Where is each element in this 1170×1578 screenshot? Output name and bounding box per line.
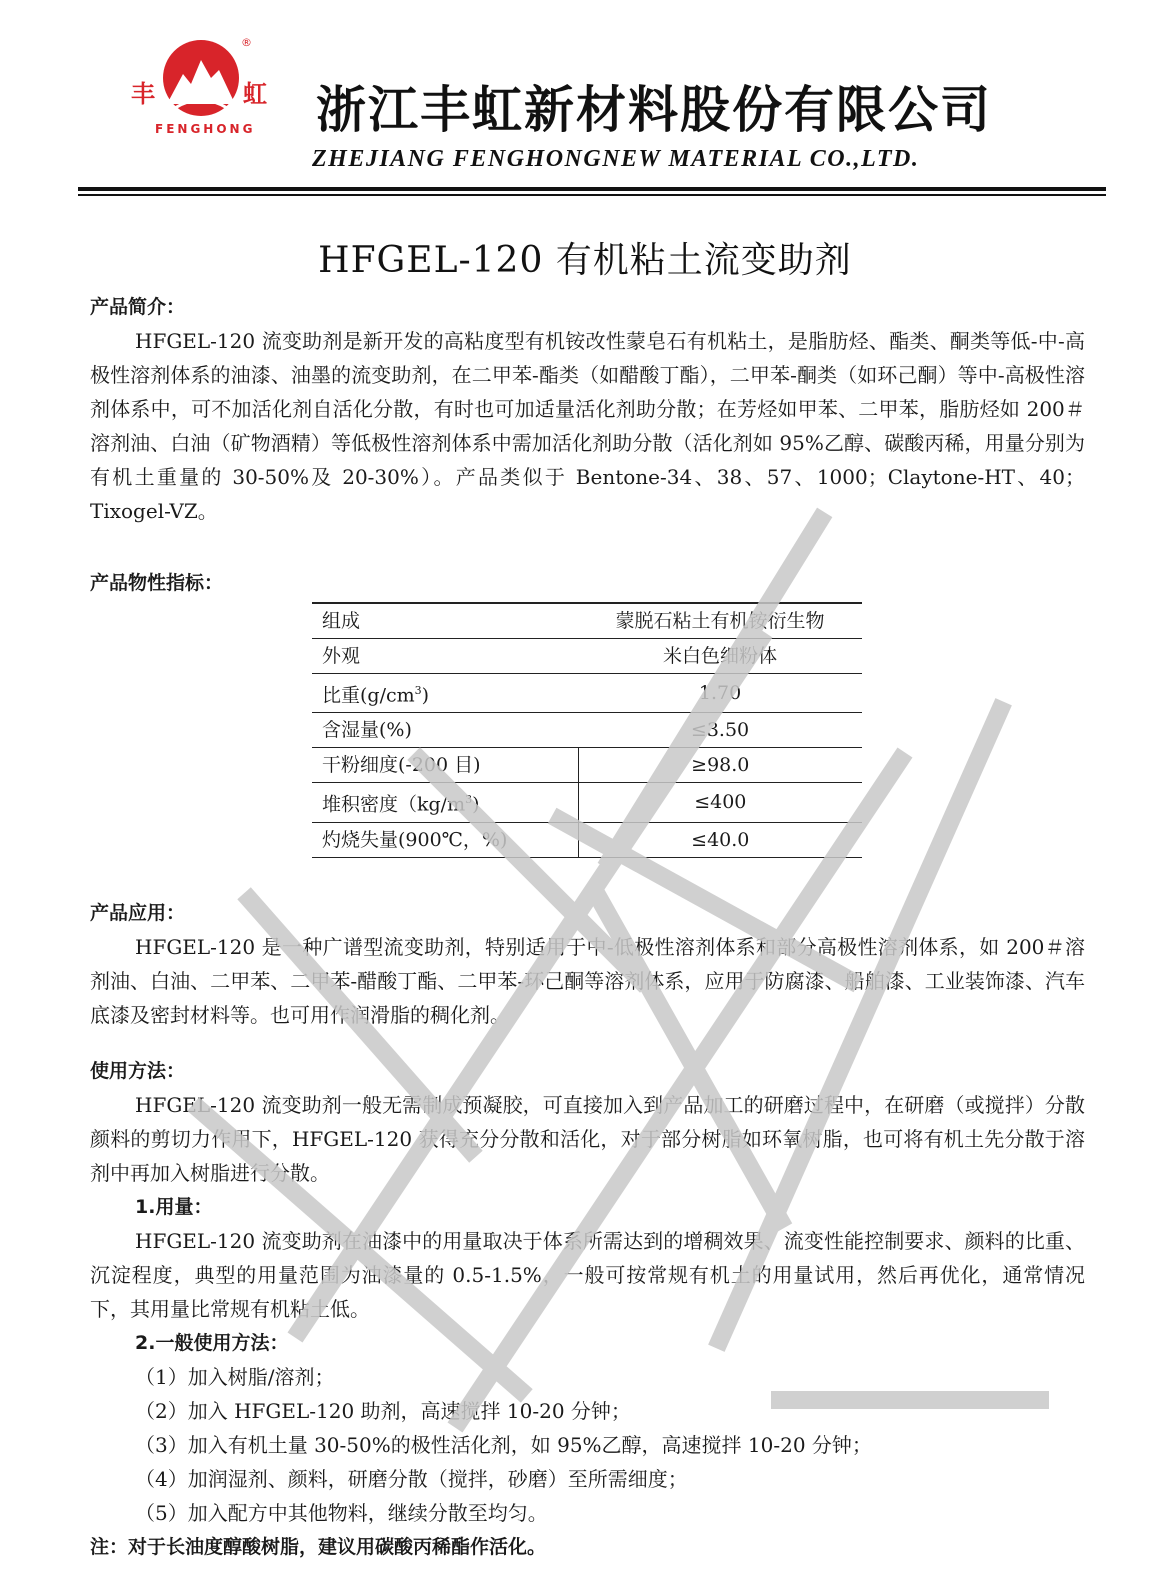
application-text: HFGEL-120 是一种广谱型流变助剂，特别适用于中-低极性溶剂体系和部分高极性溶剂体系，如 200＃溶剂油、白油、二甲苯、二甲苯-醋酸丁酯、二甲苯-环己酮等溶剂体系，应用于防腐漆、船舶漆、工业装饰漆、汽车底漆及密封材料等。也可用作润滑脂的稠化剂。 (90, 934, 1085, 1027)
intro-heading: 产品简介： (90, 296, 186, 318)
spec-label: 外观 (312, 639, 578, 674)
logo-wordmark: FENGHONG (155, 122, 256, 136)
note-text: 注：对于长油度醇酸树脂，建议用碳酸丙稀酯作活化。 (90, 1535, 547, 1558)
company-name-en: ZHEJIANG FENGHONGNEW MATERIAL CO.,LTD. (312, 146, 920, 172)
mountain-logo-icon (161, 34, 241, 120)
list-item: （5）加入配方中其他物料，继续分散至均匀。 (135, 1500, 548, 1525)
spec-value: ≤40.0 (578, 822, 862, 857)
header-rule-thick (78, 187, 1106, 191)
company-name-cn: 浙江丰虹新材料股份有限公司 (316, 81, 992, 139)
list-item: （1）加入树脂/溶剂； (135, 1364, 335, 1389)
letterhead (0, 0, 1170, 200)
spec-label: 比重$(g/cm^3)$ (312, 674, 578, 713)
table-row (312, 674, 862, 713)
usage-heading: 使用方法： (90, 1059, 186, 1082)
list-item: （3）加入有机土量 30-50%的极性活化剂，如 95%乙醇，高速搅拌 10-20 分钟； (135, 1432, 872, 1457)
spec-label: 干粉细度(-200 目) (312, 748, 578, 783)
usage-text: HFGEL-120 流变助剂一般无需制成预凝胶，可直接加入到产品加工的研磨过程中，在研磨（或搅拌）分散颜料的剪切力作用下，HFGEL-120 获得充分分散和活化，对于部分树脂如环氧树脂，也可将有机土先分散于溶剂中再加入树脂进行分散。 (90, 1092, 1085, 1185)
logo-char-hong: 虹 (243, 80, 267, 108)
spec-table (312, 602, 862, 858)
registered-mark: ® (241, 36, 252, 49)
table-row (312, 783, 862, 822)
spec-value: ≤400 (578, 783, 862, 822)
table-row (312, 822, 862, 857)
spec-label: 含湿量(%) (312, 713, 578, 748)
application-heading: 产品应用： (90, 901, 186, 924)
spec-label: 灼烧失量(900℃，%) (312, 822, 578, 857)
spec-label: 堆积密度$(kg/m^3)$ (312, 783, 578, 822)
document-body (90, 290, 1085, 1564)
list-item: （4）加润湿剂、颜料，研磨分散（搅拌，砂磨）至所需细度； (135, 1466, 688, 1491)
spec-value: ≤3.50 (578, 713, 862, 748)
spec-value: 米白色细粉体 (578, 639, 862, 674)
header-rule-thin (78, 194, 1106, 196)
table-row (312, 748, 862, 783)
company-logo (125, 30, 275, 140)
specs-heading: 产品物性指标： (90, 572, 224, 594)
table-row (312, 603, 862, 639)
dosage-heading: 1.用量： (135, 1195, 213, 1218)
table-row (312, 639, 862, 674)
logo-char-feng: 丰 (131, 80, 155, 108)
document-title: HFGEL-120 有机粘土流变助剂 (318, 240, 852, 281)
spec-value: ≥98.0 (578, 748, 862, 783)
spec-label: 组成 (312, 603, 578, 639)
spec-value: 蒙脱石粘土有机铵衍生物 (578, 603, 862, 639)
intro-text: HFGEL-120 流变助剂是新开发的高粘度型有机铵改性蒙皂石有机粘土，是脂肪烃、酯类、酮类等低-中-高极性溶剂体系的油漆、油墨的流变助剂，在二甲苯-酯类（如醋酸丁酯），二甲苯-酮类（如环己酮）等中-高极性溶剂体系中，可不加活化剂自活化分散，有时也可加适量活化剂助分散；在芳烃如甲苯、二甲苯，脂肪烃如 200＃溶剂油、白油（矿物酒精）等低极性溶剂体系中需加活化剂助分散（活化剂如 95%乙醇、碳酸丙稀，用量分别为有机土重量的 30-50%及 20-30%）。产品类似于 Bentone-34、38、57、1000；Claytone-HT、40；Tixogel-VZ。 (90, 329, 1085, 523)
method-heading: 2.一般使用方法： (135, 1331, 289, 1354)
dosage-text: HFGEL-120 流变助剂在油漆中的用量取决于体系所需达到的增稠效果、流变性能控制要求、颜料的比重、沉淀程度，典型的用量范围为油漆量的 0.5-1.5%，一般可按常规有机土的用量试用，然后再优化，通常情况下，其用量比常规有机粘土低。 (90, 1228, 1085, 1321)
list-item: （2）加入 HFGEL-120 助剂，高速搅拌 10-20 分钟； (135, 1398, 631, 1423)
spec-value: 1.70 (578, 674, 862, 713)
table-row (312, 713, 862, 748)
